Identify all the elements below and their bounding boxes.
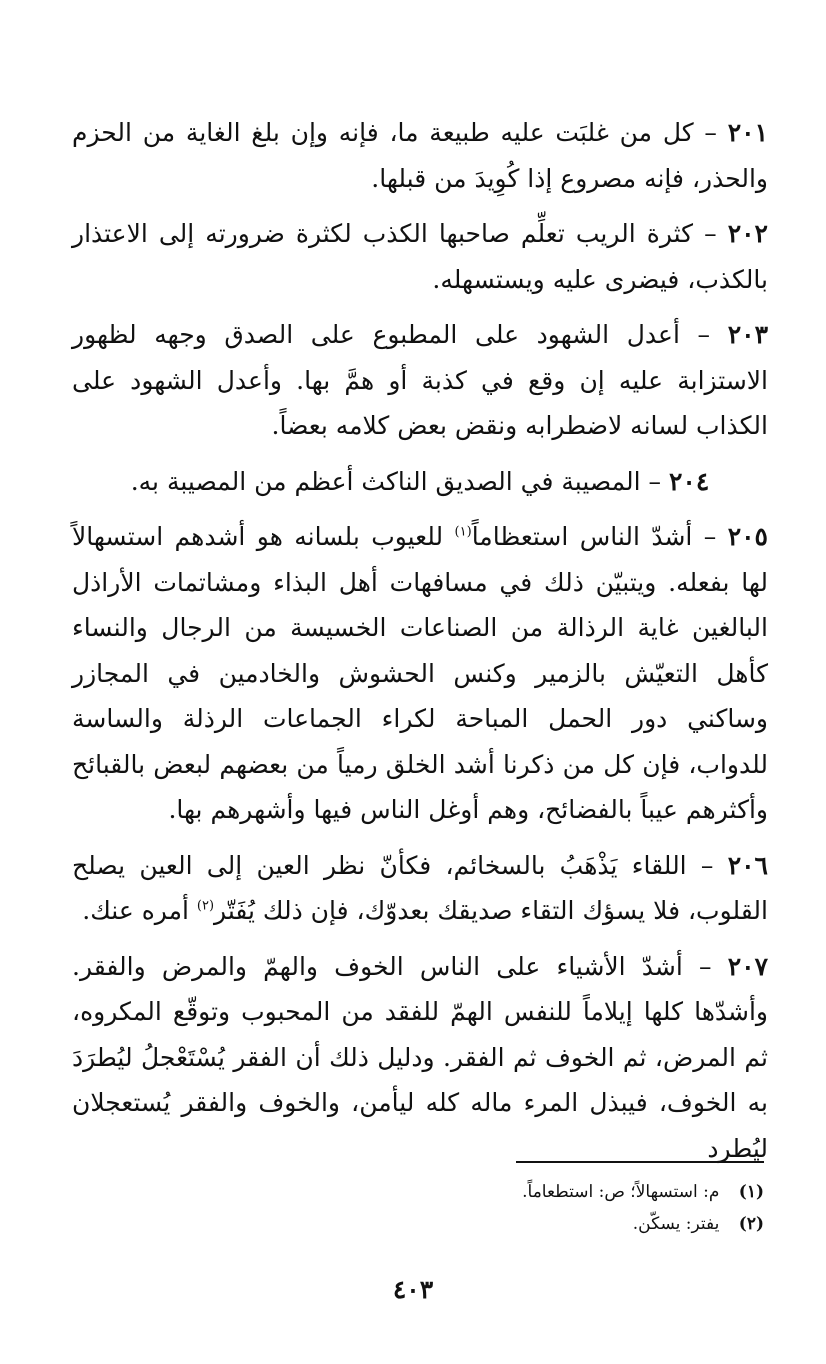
page-number: ٤٠٣ <box>392 1275 434 1304</box>
paragraph-number: ٢٠٤ <box>669 466 710 496</box>
footnote-mark: (١) <box>738 1182 764 1202</box>
dash: – <box>640 466 662 496</box>
paragraph-number: ٢٠١ <box>727 118 769 147</box>
footnote-reference: (٢) <box>196 898 215 914</box>
footnote-text: م: استسهالاً؛ ص: استطعاماً. <box>522 1182 720 1202</box>
paragraph-number: ٢٠٦ <box>727 850 768 880</box>
footnotes <box>300 1176 764 1240</box>
paragraph-number: ٢٠٥ <box>727 522 768 551</box>
dash: – <box>679 320 711 349</box>
paragraph-text: أشدّ الأشياء على الناس الخوف والهمّ والمرض والفقر. وأشدّها كلها إيلاماً للنفس الهمّ للفقد من المحبوب وتوقّع المكروه، ثم المرض، ثم الخوف ثم الفقر. ودليل ذلك أن الفقر يُسْتَعْجلُ ليُطرَدَ به الخوف، فيبذل المرء ماله كله ليأمن، والخوف والفقر يُستعجلان ليُطرد <box>72 951 768 1163</box>
paragraph-207 <box>72 944 768 1172</box>
paragraph-text: كل من غلبَت عليه طبيعة ما، فإنه وإن بلغ الغاية من الحزم والحذر، فإنه مصروع إذا كُوِيدَ من قبلها. <box>72 118 768 193</box>
paragraph-text: أعدل الشهود على المطبوع على الصدق وجهه لظهور الاستزابة عليه إن وقع في كذبة أو همَّ بها. وأعدل الشهود على الكذاب لسانه لاضطرابه ونقض بعض كلامه بعضاً. <box>72 320 768 440</box>
paragraph-text-start: أشدّ الناس استعظاماً <box>471 522 693 551</box>
footnote-text: يفتر: يسكّن. <box>632 1214 720 1234</box>
paragraph-203 <box>72 312 768 449</box>
paragraph-number: ٢٠٣ <box>727 320 769 349</box>
paragraph-text: المصيبة في الصديق الناكث أعظم من المصيبة به. <box>130 466 641 496</box>
footnote-1 <box>300 1176 764 1208</box>
footnote-divider <box>516 1161 764 1163</box>
dash: – <box>692 522 717 551</box>
main-text <box>72 110 768 1181</box>
dash: – <box>682 951 712 981</box>
footnote-2 <box>300 1208 764 1240</box>
paragraph-201 <box>72 110 768 201</box>
footnote-reference: (١) <box>454 524 472 540</box>
paragraph-text: كثرة الريب تعلِّم صاحبها الكذب لكثرة ضرورته إلى الاعتذار بالكذب، فيضرى عليه ويستسهله. <box>72 219 768 294</box>
paragraph-text-end: أمره عنك. <box>82 896 197 925</box>
dash: – <box>693 219 717 248</box>
paragraph-text-end: للعيوب بلسانه هو أشدهم استسهالاً لها بفعله. ويتبيّن ذلك في مسافهات أهل البذاء ومشاتمات الأراذل البالغين غاية الرذالة من الصناعات الخسيسة من الرجال والنساء كأهل التعيّش بالزمير وكنس الحشوش والخادمين في المجازر وساكني دور الحمل المباحة لكراء الجماعات الرذلة والساسة للدواب، فإن كل من ذكرنا أشد الخلق رمياً من بعضهم لبعض بالقبائح وأكثرهم عيباً بالفضائح، وهم أوغل الناس فيها وأشهرهم بها. <box>72 522 768 824</box>
paragraph-text-start: اللقاء يَذْهَبُ بالسخائم، فكأنّ نظر العين إلى العين يصلح القلوب، فلا يسؤك التقاء صديقك بعدوّك، فإن ذلك يُفَتّر <box>72 850 768 925</box>
paragraph-205 <box>72 514 768 833</box>
paragraph-number: ٢٠٢ <box>727 219 768 248</box>
paragraph-206 <box>72 843 768 934</box>
footnote-mark: (٢) <box>738 1214 764 1234</box>
paragraph-number: ٢٠٧ <box>727 951 769 981</box>
dash: – <box>686 850 714 880</box>
paragraph-204 <box>72 459 768 505</box>
paragraph-202 <box>72 211 768 302</box>
dash: – <box>693 118 717 147</box>
